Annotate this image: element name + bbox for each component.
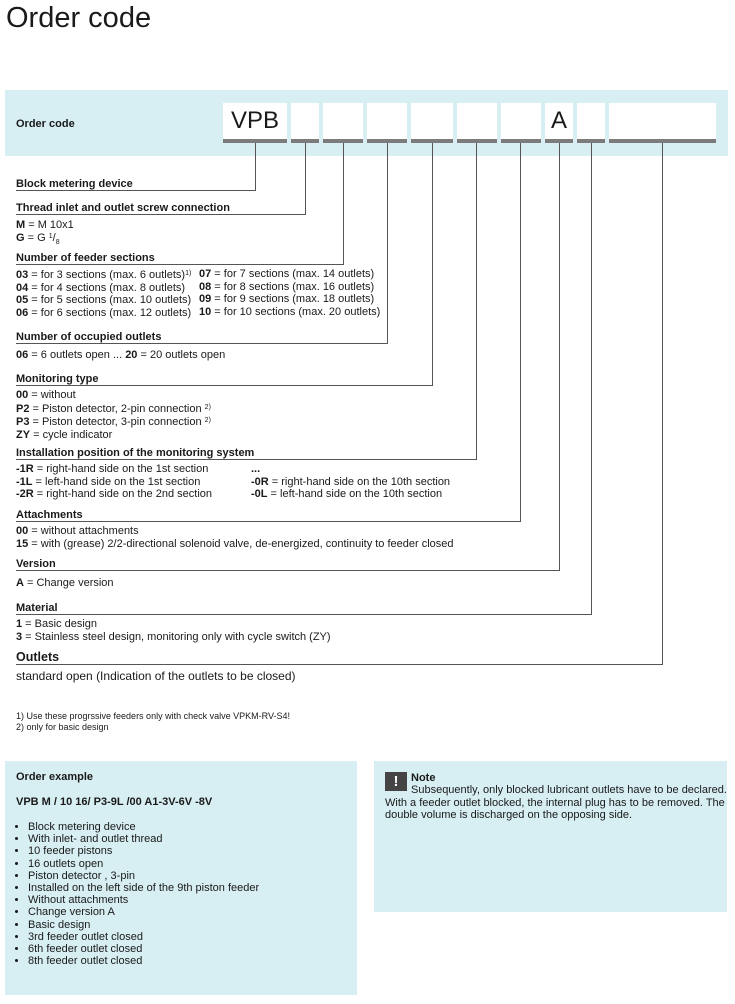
note-line: Subsequently, only blocked lubricant outlets have to be declared. — [411, 784, 727, 796]
list-item: • 3rd feeder outlet closed — [28, 931, 259, 943]
monitoring-option: P3 = Piston detector, 3-pin connection $^{2)}$ — [16, 416, 211, 428]
list-item: • Change version A — [28, 906, 259, 918]
installation-option: -2R = right-hand side on the 2nd section — [16, 488, 212, 500]
footnote-1: 1) Use these progrssive feeders only with check valve VPKM-RV-S4! — [16, 711, 290, 721]
note-line: double volume is discharged on the opposing side. — [385, 809, 633, 821]
installation-title: Installation position of the monitoring system — [16, 447, 255, 459]
list-item: • 6th feeder outlet closed — [28, 943, 259, 955]
installation-options-right — [251, 463, 450, 501]
list-item: • 8th feeder outlet closed — [28, 955, 259, 967]
attachments-title: Attachments — [16, 509, 83, 521]
code-box-attachments — [501, 103, 541, 143]
monitoring-option: 00 = without — [16, 389, 76, 401]
installation-option: -0R = right-hand side on the 10th section — [251, 475, 451, 488]
list-item: • Installed on the left side of the 9th piston feeder — [28, 882, 259, 894]
note-text — [385, 784, 727, 822]
code-box-installation — [457, 103, 497, 143]
occupied-option: 06 = 6 outlets open ... 20 = 20 outlets open — [16, 349, 226, 361]
order-example-title: Order example — [16, 771, 94, 783]
feeder-option: 09 = for 9 sections (max. 18 outlets) — [199, 293, 375, 305]
material-title: Material — [16, 602, 58, 614]
order-example-panel — [5, 761, 357, 995]
code-box-feeder — [323, 103, 363, 143]
installation-ellipsis: ... — [251, 463, 261, 475]
code-box-vpb: VPB — [223, 103, 287, 143]
list-item: • With inlet- and outlet thread — [28, 833, 259, 845]
order-code-label: Order code — [16, 118, 75, 130]
code-box-outlets — [609, 103, 716, 143]
version-option: A = Change version — [16, 577, 114, 589]
code-box-occupied — [367, 103, 407, 143]
monitoring-option: P2 = Piston detector, 2-pin connection $^{2)}$ — [16, 402, 211, 415]
code-box-thread — [291, 103, 319, 143]
list-item: • Basic design — [28, 919, 259, 931]
code-box-version: A — [545, 103, 573, 143]
list-item: • Block metering device — [28, 821, 259, 833]
note-panel — [374, 761, 727, 912]
feeder-options-left — [16, 268, 191, 319]
thread-option-m: M = M 10x1 — [16, 219, 74, 231]
block-metering-title: Block metering device — [16, 178, 133, 190]
material-option: 3 = Stainless steel design, monitoring only with cycle switch (ZY) — [16, 630, 331, 643]
feeder-title: Number of feeder sections — [16, 252, 155, 264]
thread-option-g: G = G $^1/_8$ — [16, 232, 60, 247]
warning-icon: ! — [385, 772, 407, 791]
footnote-2: 2) only for basic design — [16, 722, 109, 732]
monitoring-option: ZY = cycle indicator — [16, 428, 113, 441]
material-options — [16, 618, 331, 643]
attachment-option: 00 = without attachments — [16, 525, 139, 537]
list-item: • Without attachments — [28, 894, 259, 906]
installation-option: -0L = left-hand side on the 10th section — [251, 488, 443, 500]
note-line: With a feeder outlet blocked, the internal plug has to be removed. The — [385, 796, 725, 809]
feeder-options-right — [199, 268, 380, 318]
page-title: Order code — [6, 2, 152, 34]
feeder-option: 04 = for 4 sections (max. 8 outlets) — [16, 281, 186, 294]
attachment-option: 15 = with (grease) 2/2-directional solenoid valve, de-energized, continuity to feeder closed — [16, 537, 454, 550]
installation-option: -1L = left-hand side on the 1st section — [16, 475, 201, 488]
attachments-options — [16, 525, 454, 550]
version-title: Version — [16, 558, 56, 570]
list-item: • 16 outlets open — [28, 858, 259, 870]
code-box-material — [577, 103, 605, 143]
feeder-option: 08 = for 8 sections (max. 16 outlets) — [199, 280, 375, 293]
monitoring-options — [16, 389, 211, 441]
outlets-text: standard open (Indication of the outlets to be closed) — [16, 669, 296, 683]
installation-option: -1R = right-hand side on the 1st section — [16, 463, 209, 475]
feeder-option: 10 = for 10 sections (max. 20 outlets) — [199, 305, 381, 318]
feeder-option: 07 = for 7 sections (max. 14 outlets) — [199, 268, 375, 280]
monitoring-title: Monitoring type — [16, 373, 99, 385]
occupied-title: Number of occupied outlets — [16, 331, 162, 343]
list-item: • 10 feeder pistons — [28, 845, 259, 857]
order-example-code: VPB M / 10 16/ P3-9L /00 A1-3V-6V -8V — [16, 796, 213, 808]
code-box-monitoring — [411, 103, 453, 143]
feeder-option: 06 = for 6 sections (max. 12 outlets) — [16, 306, 192, 319]
feeder-option: 03 = for 3 sections (max. 6 outlets)$^{1)}$ — [16, 269, 192, 281]
material-option: 1 = Basic design — [16, 618, 98, 630]
installation-options-left — [16, 463, 212, 501]
note-title: Note — [411, 772, 436, 784]
order-example-list — [16, 821, 259, 967]
outlets-title: Outlets — [16, 650, 60, 664]
feeder-option: 05 = for 5 sections (max. 10 outlets) — [16, 294, 192, 306]
thread-title: Thread inlet and outlet screw connection — [16, 202, 230, 214]
list-item: • Piston detector , 3-pin — [28, 870, 259, 882]
